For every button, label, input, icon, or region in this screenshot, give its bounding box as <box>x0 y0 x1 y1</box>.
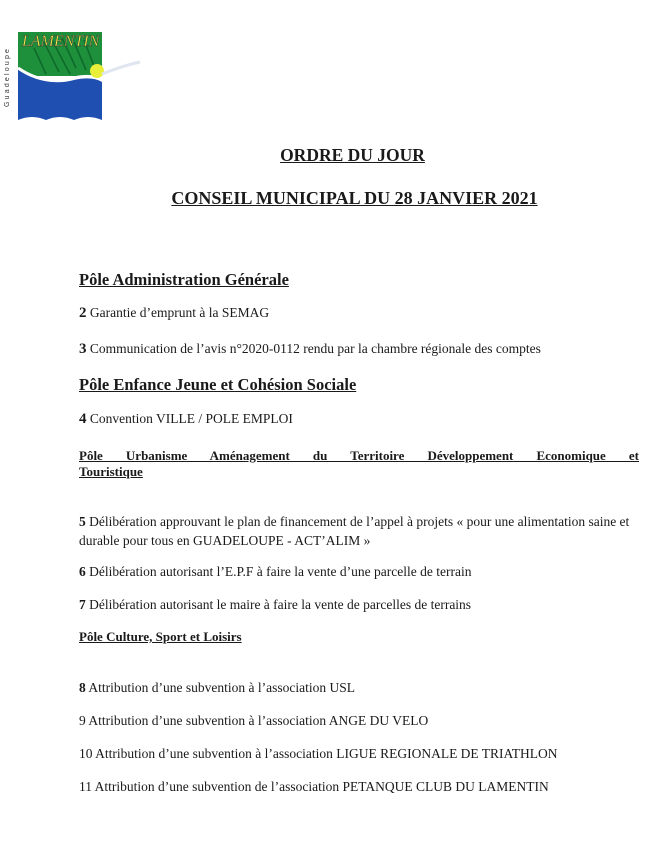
section-heading-admin: Pôle Administration Générale <box>79 270 289 289</box>
item-text: Délibération autorisant le maire à faire la vente de parcelles de terrains <box>85 597 472 612</box>
agenda-item <box>79 512 639 550</box>
item-text: Délibération approuvant le plan de financement de l’appel à projets « pour une alimentation saine et durable pour tous en GUADELOUPE - ACT’ALIM » <box>79 514 630 548</box>
item-number: 10 <box>79 746 93 761</box>
item-number: 9 <box>79 713 86 728</box>
agenda-item <box>79 713 428 729</box>
section-heading-enfance: Pôle Enfance Jeune et Cohésion Sociale <box>79 375 357 394</box>
logo-light-stroke <box>102 62 140 74</box>
agenda-item <box>79 680 355 696</box>
item-text: Communication de l’avis n°2020-0112 rendu par la chambre régionale des comptes <box>86 341 541 356</box>
section-heading-urbanisme-line1: Pôle Urbanisme Aménagement du Territoire Développement Economique et <box>79 448 639 463</box>
logo-sun <box>90 64 104 78</box>
section-heading-urbanisme <box>79 448 639 480</box>
item-text: Attribution d’une subvention à l’association ANGE DU VELO <box>85 713 429 728</box>
agenda-item <box>79 564 471 580</box>
item-text: Délibération autorisant l’E.P.F à faire la vente d’une parcelle de terrain <box>85 564 472 579</box>
item-number: 2 <box>79 305 87 321</box>
agenda-item <box>79 411 293 428</box>
item-text: Attribution d’une subvention à l’association USL <box>85 680 355 695</box>
item-number: 8 <box>79 680 86 695</box>
item-text: Garantie d’emprunt à la SEMAG <box>86 305 270 320</box>
item-number: 6 <box>79 564 86 579</box>
logo-side-text: Guadeloupe <box>4 46 11 108</box>
item-number: 7 <box>79 597 86 612</box>
logo-wordmark: LAMENTIN <box>22 33 100 50</box>
item-text: Convention VILLE / POLE EMPLOI <box>86 411 293 426</box>
page-title: ORDRE DU JOUR <box>280 145 425 165</box>
item-number: 5 <box>79 514 86 529</box>
section-heading-culture: Pôle Culture, Sport et Loisirs <box>79 629 242 644</box>
agenda-item <box>79 597 471 613</box>
item-text: Attribution d’une subvention à l’association LIGUE REGIONALE DE TRIATHLON <box>92 746 558 761</box>
agenda-item <box>79 779 549 795</box>
logo-graphic <box>4 28 144 122</box>
lamentin-logo <box>4 28 144 122</box>
page-subtitle: CONSEIL MUNICIPAL DU 28 JANVIER 2021 <box>171 188 538 208</box>
agenda-item <box>79 305 269 322</box>
item-number: 11 <box>79 779 92 794</box>
item-text: Attribution d’une subvention de l’association PETANQUE CLUB DU LAMENTIN <box>92 779 549 794</box>
item-number: 4 <box>79 411 87 427</box>
item-number: 3 <box>79 341 87 357</box>
section-heading-urbanisme-line2: Touristique <box>79 464 143 479</box>
agenda-item <box>79 746 558 762</box>
agenda-item <box>79 341 541 358</box>
